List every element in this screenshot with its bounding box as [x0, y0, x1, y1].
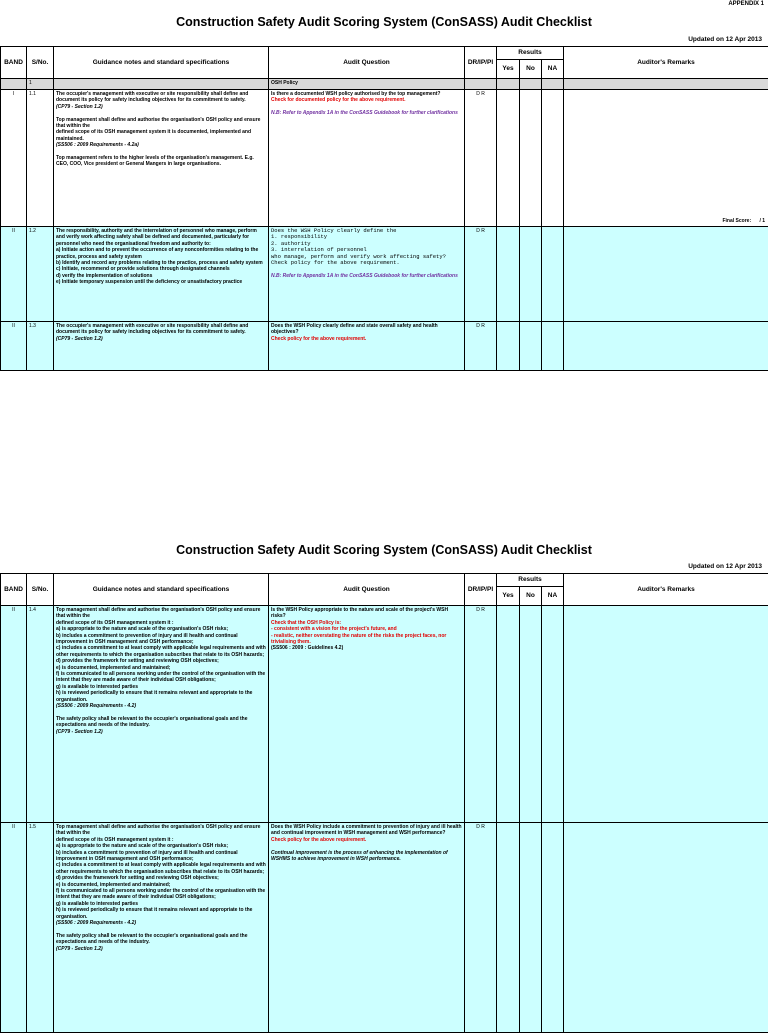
header-na: NA: [542, 587, 564, 606]
table-row-1-3: [1, 322, 768, 371]
yes-cell[interactable]: [497, 606, 520, 823]
guidance-cell: Top management shall define and authorise the organisation's OSH policy and ensure that within the defined scope of its OSH management system it : a) is appropriate to the nature and scale of the organisation's OSH risks; b) includes a commitment to prevention of injury and ill health and continual improvement in OSH management and OSH performance; c) includes a commitment to at least comply with applicable legal requirements and with other requirements to which the organisation subscribes that relate to its OSH hazards; d) provides the framework for setting and reviewing OSH objectives; e) is documented, implemented and maintained; f) is communicated to all persons working under the control of the organisation with the intent that they are made aware of their individual OSH obligations; g) is available to interested parties h) is reviewed periodically to ensure that it remains relevant and appropriate to the organisation. (SS506 : 2009 Requirements - 4.2) The safety policy shall be relevant to the occupier's organisational goals and the expectations and needs of the industry. (CP79 - Section 1.2): [54, 823, 269, 1033]
remarks-cell[interactable]: [564, 823, 768, 1033]
header-band: BAND: [1, 574, 27, 606]
no-cell[interactable]: [520, 823, 542, 1033]
na-cell[interactable]: [542, 823, 564, 1033]
no-cell[interactable]: [520, 322, 542, 371]
band-cell: II: [1, 227, 27, 322]
question-cell: Does the WSH Policy clearly define the 1. responsibility 2. authority 3. interrelation of personnel who manage, perform and verify work affecting safety? Check policy for the above requirement. N.B: Refer to Appendix 1A in the ConSASS Guidebook for further clarifications: [269, 227, 465, 322]
header-results: Results: [497, 574, 564, 587]
header-remarks: Auditor's Remarks: [564, 47, 768, 79]
updated-date: Updated on 12 Apr 2013: [688, 36, 762, 43]
band-cell: II: [1, 322, 27, 371]
na-cell[interactable]: [542, 322, 564, 371]
header-drip: DR/IP/PI: [465, 574, 497, 606]
question-cell: Is there a documented WSH policy authorised by the top management? Check for documented policy for the above requirement. N.B: Refer to Appendix 1A in the ConSASS Guidebook for further clarifications: [269, 90, 465, 227]
na-cell[interactable]: [542, 606, 564, 823]
question-cell: Does the WSH Policy clearly define and state overall safety and health objectives? Check policy for the above requirement.: [269, 322, 465, 371]
band-cell: II: [1, 823, 27, 1033]
sno-cell: 1.2: [27, 227, 54, 322]
yes-cell[interactable]: [497, 322, 520, 371]
band-cell: I: [1, 90, 27, 227]
remarks-cell[interactable]: [564, 322, 768, 371]
guidance-cell: The occupier's management with executive or site responsibility shall define and document its policy for safety including objectives for its commitment to safety. (CP79 - Section 1.2) Top management shall define and authorise the organisation's OSH policy and ensure that within the defined scope of its OSH management system it is documented, implemented and maintained. (SS506 : 2009 Requirements - 4.2a) Top management refers to the higher levels of the organisation's management. E.g. CEO, COO, Vice president or General Mangers in large organisations.: [54, 90, 269, 227]
drip-cell: D R: [465, 227, 497, 322]
guidance-cell: The occupier's management with executive or site responsibility shall define and document its policy for safety including objectives for its commitment to safety. (CP79 - Section 1.2): [54, 322, 269, 371]
sno-cell: 1.1: [27, 90, 54, 227]
header-question: Audit Question: [269, 47, 465, 79]
drip-cell: D R: [465, 823, 497, 1033]
na-cell[interactable]: [542, 227, 564, 322]
audit-table-page-1: [0, 46, 768, 371]
yes-cell[interactable]: [497, 227, 520, 322]
remarks-cell[interactable]: [564, 606, 768, 823]
header-sno: S/No.: [27, 574, 54, 606]
section-title: OSH Policy: [269, 79, 465, 90]
table-row-1-5: [1, 823, 768, 1033]
table-row-1-4: [1, 606, 768, 823]
guidance-cell: The responsibility, authority and the interrelation of personnel who manage, perform and verify work affecting safety shall be defined and documented, particularly for personnel who need the organisational freedom and authority to: a) Initiate action and to prevent the occurrence of any nonconformities relating to the practice, process and safety system b) Identify and record any problems relating to the practice, process and safety system c) Initiate, recommend or provide solutions through designated channels d) verify the implementation of solutions e) Initiate temporary suspension until the deficiency or unsatisfactory practice: [54, 227, 269, 322]
header-sno: S/No.: [27, 47, 54, 79]
no-cell[interactable]: [520, 227, 542, 322]
section-band: [1, 79, 27, 90]
header-results: Results: [497, 47, 564, 60]
na-cell[interactable]: [542, 90, 564, 227]
question-cell: Is the WSH Policy appropriate to the nature and scale of the project's WSH risks? Check that the OSH Policy is: - consistent with a vision for the project's future, and - realistic, neither overstating the nature of the risks the project faces, nor trivialising them. (SS506 : 2009 : Guidelines 4.2): [269, 606, 465, 823]
remarks-cell[interactable]: [564, 227, 768, 322]
sno-cell: 1.5: [27, 823, 54, 1033]
yes-cell[interactable]: [497, 90, 520, 227]
band-cell: II: [1, 606, 27, 823]
drip-cell: D R: [465, 606, 497, 823]
no-cell[interactable]: [520, 606, 542, 823]
header-band: BAND: [1, 47, 27, 79]
header-question: Audit Question: [269, 574, 465, 606]
section-guidance: [54, 79, 269, 90]
final-score: Final Score: / 1: [722, 218, 765, 224]
no-cell[interactable]: [520, 90, 542, 227]
remarks-cell[interactable]: [564, 90, 768, 227]
sno-cell: 1.3: [27, 322, 54, 371]
table-row-1-1: [1, 90, 768, 227]
header-drip: DR/IP/PI: [465, 47, 497, 79]
sno-cell: 1.4: [27, 606, 54, 823]
guidance-cell: Top management shall define and authorise the organisation's OSH policy and ensure that within the defined scope of its OSH management system it : a) is appropriate to the nature and scale of the organisation's OSH risks; b) includes a commitment to prevention of injury and ill health and continual improvement in OSH management and OSH performance; c) includes a commitment to at least comply with applicable legal requirements and with other requirements to which the organisation subscribes that relate to its OSH hazards; d) provides the framework for setting and reviewing OSH objectives; e) is documented, implemented and maintained; f) is communicated to all persons working under the control of the organisation with the intent that they are made aware of their individual OSH obligations; g) is available to interested parties h) is reviewed periodically to ensure that it remains relevant and appropriate to the organisation. (SS506 : 2009 Requirements - 4.2) The safety policy shall be relevant to the occupier's organisational goals and the expectations and needs of the industry. (CP79 - Section 1.2): [54, 606, 269, 823]
appendix-label: APPENDIX 1: [728, 1, 764, 7]
header-no: No: [520, 60, 542, 79]
yes-cell[interactable]: [497, 823, 520, 1033]
page-title-2: Construction Safety Audit Scoring System (ConSASS) Audit Checklist: [0, 543, 768, 557]
header-yes: Yes: [497, 587, 520, 606]
section-sno: 1: [27, 79, 54, 90]
drip-cell: D R: [465, 90, 497, 227]
audit-table-page-2: [0, 573, 768, 1033]
header-na: NA: [542, 60, 564, 79]
updated-date-2: Updated on 12 Apr 2013: [688, 563, 762, 570]
header-yes: Yes: [497, 60, 520, 79]
table-row-1-2: [1, 227, 768, 322]
page-title: Construction Safety Audit Scoring System (ConSASS) Audit Checklist: [0, 15, 768, 29]
header-guidance: Guidance notes and standard specifications: [54, 47, 269, 79]
header-guidance: Guidance notes and standard specifications: [54, 574, 269, 606]
section-row: [1, 79, 768, 90]
drip-cell: D R: [465, 322, 497, 371]
header-no: No: [520, 587, 542, 606]
header-remarks: Auditor's Remarks: [564, 574, 768, 606]
question-cell: Does the WSH Policy include a commitment to prevention of injury and ill health and continual improvement in WSH management and WSH performance? Check policy for the above requirement. Continual improvement is the process of enhancing the implementation of WSHMS to achieve improvement in WSH performance.: [269, 823, 465, 1033]
